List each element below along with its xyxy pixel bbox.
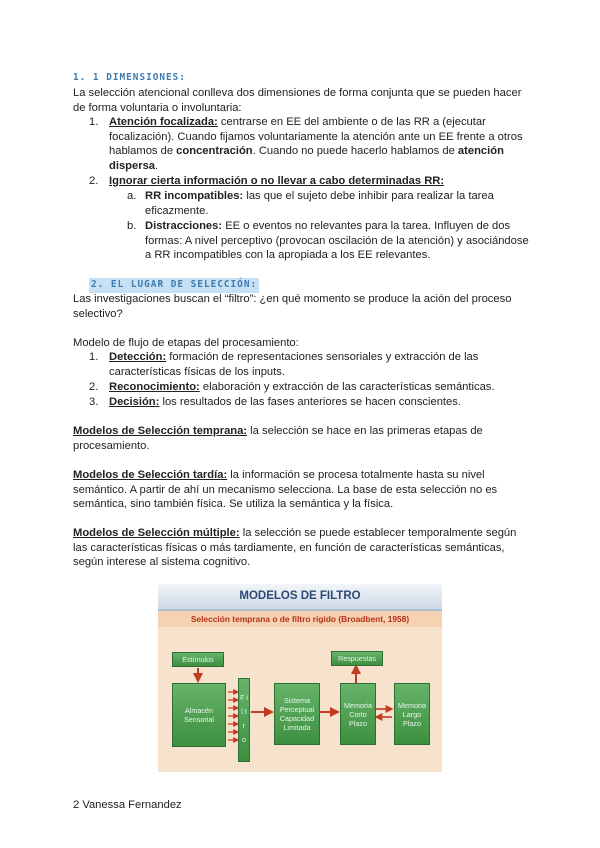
page-footer: 2 Vanessa Fernandez [73, 799, 182, 811]
box-memoria-corto-plazo: Memoria Corto Plazo [340, 683, 376, 745]
sublist-item-text [145, 219, 537, 263]
box-almacen-sensorial: Almacén Sensorial [172, 683, 226, 747]
list-item-text [109, 174, 529, 189]
section2-intro: Las investigaciones buscan el “filtro”: ¿en qué momento se produce la ación del proceso selectivo? [73, 293, 512, 320]
figure-title: MODELOS DE FILTRO [158, 584, 442, 611]
section-heading-lugar-seleccion: 2. EL LUGAR DE SELECCIÓN: [89, 278, 259, 293]
term-deteccion: Detección: [109, 351, 167, 363]
box-filtro: F i l t r o [238, 678, 250, 762]
text-part: EE o eventos no relevantes para la tarea. Influyen de dos formas: A nivel perceptivo (provocan oscilación de la atención) y asociándose a RR incompatibles con la apropiada a los EE relevantes. [145, 220, 529, 262]
text-part: la selección se puede establecer temporalmente según las características físicas o más tardiamente, en función de características semánticas, según interese al sistema cognitivo. [73, 527, 517, 569]
text-part: la información se procesa totalmente hasta su nivel semántico. A partir de ahí un mecanismo selecciona. La base de esta selección no es semántica, sino también física. Se utiliza la semántica y la física. [73, 469, 498, 511]
text-part: . [155, 159, 159, 172]
text-part: las que el sujeto debe inhibir para realizar la tarea eficazmente. [145, 190, 494, 217]
term-rr-incompatibles: RR incompatibles: [145, 190, 244, 202]
box-respuestas: Respuestas [331, 651, 383, 666]
term-reconocimiento: Reconocimiento: [109, 381, 200, 393]
step-text [109, 380, 529, 395]
box-sistema-perceptual: Sistema Perceptual Capacidad Limitada [274, 683, 320, 745]
term-concentracion: concentración [176, 145, 253, 158]
step-text [109, 395, 529, 410]
box-memoria-largo-plazo: Memoria Largo Plazo [394, 683, 430, 745]
list-number: 1. [89, 351, 99, 363]
term-atencion-focalizada: Atención focalizada: [109, 116, 218, 128]
term-atencion-dispersa: atención dispersa [109, 145, 504, 172]
text-part: formación de representaciones sensoriales y extracción de las características físicas de los inputs. [109, 351, 479, 378]
figure-subtitle: Selección temprana o de filtro rígido (Broadbent, 1958) [158, 611, 442, 627]
filter-models-figure [158, 584, 442, 772]
term-seleccion-temprana: Modelos de Selección temprana: [73, 425, 248, 437]
list-number: 1. [89, 116, 99, 128]
list-item-text [109, 115, 529, 173]
term-ignorar: Ignorar cierta información o no llevar a cabo determinadas RR: [109, 175, 445, 187]
list-number: 2. [89, 381, 99, 393]
text-part: la selección se hace en las primeras etapas de procesamiento. [73, 425, 483, 452]
list-number: 3. [89, 396, 99, 408]
term-distracciones: Distracciones: [145, 220, 223, 232]
step-text [109, 350, 509, 379]
section-heading-dimensiones: 1. 1 DIMENSIONES: [73, 72, 186, 83]
sublist-item-text [145, 189, 535, 218]
paragraph-seleccion-temprana [73, 424, 528, 453]
text-part: elaboración y extracción de las características semánticas. [199, 381, 495, 393]
model-intro: Modelo de flujo de etapas del procesamiento: [73, 337, 299, 349]
list-number: 2. [89, 175, 99, 187]
sublist-letter: b. [127, 220, 137, 232]
text-part: centrarse en EE del ambiente o de las RR a (ejecutar focalización). Cuando fijamos voluntariamente la atención ante un EE frente a otros hablamos de [109, 116, 523, 158]
dimensions-intro: La selección atencional conlleva dos dimensiones de forma conjunta que se pueden hacer de forma voluntaria o involuntaria: [73, 87, 522, 114]
term-seleccion-tardia: Modelos de Selección tardía: [73, 469, 228, 481]
text-part: los resultados de las fases anteriores se hacen conscientes. [159, 396, 461, 408]
term-decision: Decisión: [109, 396, 160, 408]
text-part: . Cuando no puede hacerlo hablamos de [252, 145, 458, 158]
term-seleccion-multiple: Modelos de Selección múltiple: [73, 527, 240, 539]
paragraph-seleccion-multiple [73, 526, 533, 570]
paragraph-seleccion-tardia [73, 468, 533, 512]
sublist-letter: a. [127, 190, 137, 202]
box-estimulos: Estímulos [172, 652, 224, 667]
